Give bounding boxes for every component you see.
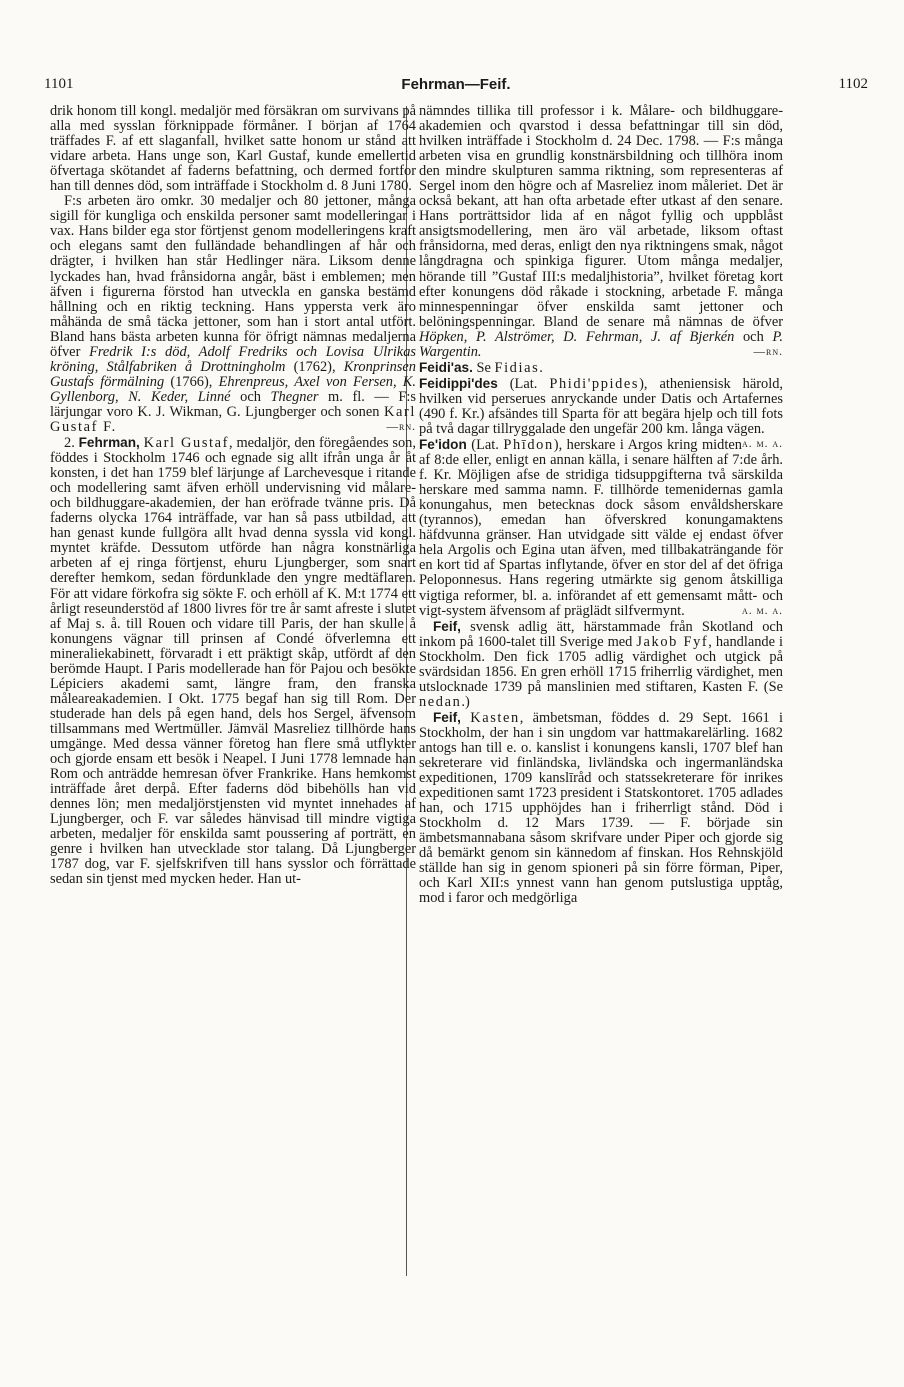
- paragraph-continuation: drik honom till kongl. medaljör med försäkran om survivans på alla med sysslan förknippade förmåner. I början af 1764 träffades F. af ett slaganfall, hvilket satte honom ur stånd att vidare arbeta. Hans unge son, Karl Gustaf, kunde emellertid öfvertaga skötandet af faderns befattning, och dermed fortfor han till dennes död, som inträffade i Stockholm d. 8 Juni 1780.: [50, 103, 416, 195]
- entry-headword: Feidi'as.: [419, 359, 473, 375]
- entry-feidippides: Feidippi'des (Lat. Phidi'ppides), atheniensisk härold, hvilken vid perserues anryckande under Datis och Artafernes (490 f. Kr.) afsändes till Sparta för att begära hjelp och till fots på två dagar tillryggalade den ungefär 200 km. långa vägen. a. m. a.: [419, 376, 783, 437]
- entry-headword: Feif,: [433, 709, 461, 725]
- right-column: [419, 104, 783, 906]
- page-header: [44, 76, 868, 98]
- page-number-right: 1102: [838, 76, 868, 92]
- entry-headword: Fehrman,: [78, 435, 140, 451]
- author-signature: a. m. a.: [741, 604, 783, 617]
- paragraph-works: F:s arbeten äro omkr. 30 medaljer och 80 jettoner, många sigill för kungliga och enskilda personer samt modelleringar i vax. Hans bilder ega stor förtjenst genom modelleringens kraft och elegans samt den fulländade behandlingen af hår och drägter, i hvilken han står Hedlinger nära. Liksom denne lyckades han, hvad frånsidorna angår, bäst i emblemen; men äfven i figurerna förstod han utveckla en ganska bestämd hållning och en riktig teckning. Hans yppersta verk äro måhända de små täcka jettoner, som han i stort antal utfört. Bland hans bästa arbeten kunna för öfrigt nämnas medaljerna öfver Fredrik I:s död, Adolf Fredriks och Lovisa Ulrikas kröning, Stålfabriken å Drottningholm (1762), Kronprinsen Gustafs förmälning (1766), Ehrenpreus, Axel von Fersen, K. Gyllenborg, N. Keder, Linné och Thegner m. fl. — F:s lärjungar voro K. J. Wikman, G. Ljungberger och sonen Karl Gustaf F. —rn.: [50, 193, 417, 435]
- entry-fehrman-karl-gustaf: 2. Fehrman, Karl Gustaf, medaljör, den föregåendes son, föddes i Stockholm 1746 och egnade sig allt ifrån unga år åt konsten, i det han 1759 blef lärjunge af Larchevesque i ritande och modellering samt äfven erhöll undervisning vid målare- och bildhuggare-akademien, der han eröfrade tvänne pris. Då faderns olycka 1764 inträffade, var han så pass utbildad, att han genast kunde fullgöra allt hvad denna syssla vid kongl. myntet kräfde. Dessutom utförde han några konstnärliga arbeten af ej ringa förtjenst, ehuru Ljungberger, som snart derefter hemkom, sedan fördunklade den yngre medtäflaren. För att vidare förkofra sig sökte F. och erhöll af K. M:t 1774 ett årligt reseunderstöd af 1800 livres för tre år samt afreste i slutet af Maj s. å. till Rouen och vidare till Paris, der han skulle å konungens vägnar till prinsen af Condé öfverlemna ett mineraliekabinett, förvaradt i ett präktigt skåp, utfördt af den berömde Haupt. I Paris modellerade han för Pajou och besökte Lépiciers akademi samt, längre fram, den franska måleareakademien. I Okt. 1775 begaf han sig till Rom. Der studerade han dels på egen hand, dels hos Sergel, äfvensom tillsammans med Wertmüller. Jämväl Masreliez tillhörde hans umgänge. Med dessa vänner företog han flere små utflykter och gjorde ensam ett besök i Neapel. I Juni 1778 lemnade han Rom och anträdde hemresan öfver Frankrike. Hans hemkomst inträffade året derpå. Efter faderns död bibehölls han vid dennes lön; men medaljörstjensten vid myntet innehades af Ljungberger, och F. var således hänvisad till mindre vigtiga arbeten, medaljer för enskilda samt poussering af porträtt, en genre i hvilken han utvecklade stor talang. Då Ljungberger 1787 dog, var F. sjelfskrifven till hans sysslor och förrättade sedan sin tjenst med mycken heder. Han ut-: [50, 435, 416, 888]
- entry-feif-family: Feif, svensk adlig ätt, härstammade från Skotland och inkom på 1600-talet till Sverige med Jakob Fyf, handlande i Stockholm. Den fick 1705 adlig värdighet och utgick på svärdsidan 1856. En gren erhöll 1715 friherrlig värdighet, men utslocknade 1739 på manslinien med stiftaren, Kasten F. (Se nedan.): [419, 618, 783, 710]
- left-column: [50, 104, 416, 887]
- author-signature: —rn.: [386, 420, 416, 433]
- author-signature: a. m. a.: [741, 438, 783, 451]
- author-signature: —rn.: [753, 345, 783, 358]
- entry-headword: Feif,: [433, 618, 461, 634]
- running-title: Fehrman—Feif.: [401, 76, 511, 93]
- entry-headword: Feidippi'des: [419, 375, 498, 391]
- entry-feidias: Feidi'as. Se Fidias.: [419, 359, 545, 376]
- entry-feidon: Fe'idon (Lat. Phīdon), herskare i Argos kring midten af 8:de eller, enligt en annan källa, i senare hälften af 7:de årh. f. Kr. Möjligen afse de stridiga tidsuppgifterna två särskilda herskare med samma namn. F. tillhörde temenidernas gamla konungahus, men betecknas dock såsom envåldsherskare (tyrannos), emedan han öfverskred konungamaktens häfdvunna gränser. Han utvidgade sitt välde ej endast öfver hela Argolis och Egina utan äfven, med tillbakaträngande för en kort tid af Spartas inflytande, öfver en stor del af det öfriga Peloponnesus. Hans regering utmärkte sig genom åtskilliga vigtiga reformer, bl. a. införandet af ett gemensamt mått- och vigt-system äfvensom af präglädt silfvermynt. a. m. a.: [419, 437, 783, 619]
- page-number-left: 1101: [44, 76, 74, 92]
- entry-headword: Fe'idon: [419, 437, 467, 453]
- entry-feif-kasten: Feif, Kasten, ämbetsman, föddes d. 29 Sept. 1661 i Stockholm, der han i sin ungdom var hattmakarelärling. 1682 antogs han till e. o. kanslist i konungens kansli, 1707 blef han sekreterare vid finländska, livländska och ingermanländska expeditionen, 1709 kanslīråd och statssekreterare för inrikes expeditionen samt 1723 president i Statskontoret. 1705 adlades han, och 1715 upphöjdes han i friherrligt stånd. Död i Stockholm d. 12 Mars 1739. — F. började sin ämbetsmannabana såsom skrifvare under Piper och gjorde sig då bemärkt genom sin kännedom af finskan. Hos Rehnskjöld ställde han sig in genom spioneri på sin förre förman, Piper, och Karl XII:s ynnest vann han genom putslustiga upptåg, mod i faror och medgörliga: [419, 709, 783, 907]
- paragraph-continuation-right: nämndes tillika till professor i k. Målare- och bildhuggare-akademien och qvarstod i dessa befattningar till sin död, hvilken inträffade i Stockholm d. 24 Dec. 1798. — F:s många arbeten visa en grundlig konstnärsbildning och tillhöra inom den mindre skulpturen samma riktning, som representeras af Sergel inom den högre och af Masreliez inom måleriet. Det är också bekant, att han ofta arbetade efter utkast af den senare. Hans porträttsidor lida af en något fyllig och uppblåst ansigtsmodellering, men äro väl arbetade, liksom oftast frånsidorna, med deras, enligt den nya riktningens smak, något långdragna och spinkiga figurer. Utom många medaljer, hörande till ”Gustaf III:s medaljhistoria”, hvilket företag kort efter konungens död råkade i stockning, arbetade F. många minnespenningar öfver enskilda samt jettoner och belöningspenningar. Bland de senare må nämnas de öfver Höpken, P. Alströmer, D. Fehrman, J. af Bjerkén och P. Wargentin. —rn.: [419, 103, 784, 360]
